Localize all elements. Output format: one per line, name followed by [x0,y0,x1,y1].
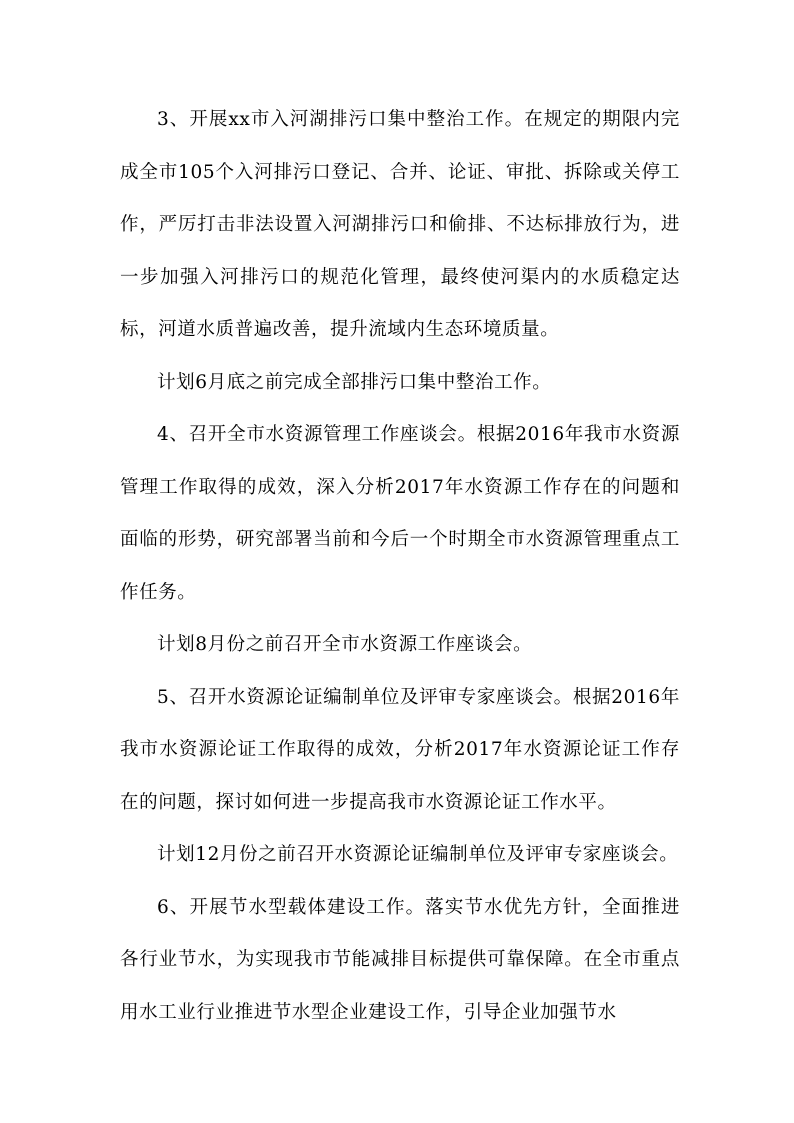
paragraph-plan-august: 计划8月份之前召开全市水资源工作座谈会。 [157,634,533,655]
paragraph-plan-december: 计划12月份之前召开水资源论证编制单位及评审专家座谈会。 [157,844,679,865]
paragraph-plan-june: 计划6月底之前完成全部排污口集中整治工作。 [157,371,552,393]
paragraph-item-4: 4、召开全市水资源管理工作座谈会。根据2016年我市水资源管理工作取得的成效，深入分析2017年水资源工作存在的问题和面临的形势，研究部署当前和今后一个时期全市水资源管理重点工作任务。 [120,424,680,603]
paragraph-item-6: 6、开展节水型载体建设工作。落实节水优先方针，全面推进各行业节水，为实现我市节能减排目标提供可靠保障。在全市重点用水工业行业推进节水型企业建设工作，引导企业加强节水 [120,896,680,1023]
paragraph-item-5: 5、召开水资源论证编制单位及评审专家座谈会。根据2016年我市水资源论证工作取得的成效，分析2017年水资源论证工作存在的问题，探讨如何进一步提高我市水资源论证工作水平。 [120,686,680,813]
paragraph-item-3: 3、开展xx市入河湖排污口集中整治工作。在规定的期限内完成全市105个入河排污口登记、合并、论证、审批、拆除或关停工作，严厉打击非法设置入河湖排污口和偷排、不达标排放行为，进一步加强入河排污口的规范化管理，最终使河渠内的水质稳定达标，河道水质普遍改善，提升流域内生态环境质量。 [120,109,680,340]
document-page [120,94,680,1039]
